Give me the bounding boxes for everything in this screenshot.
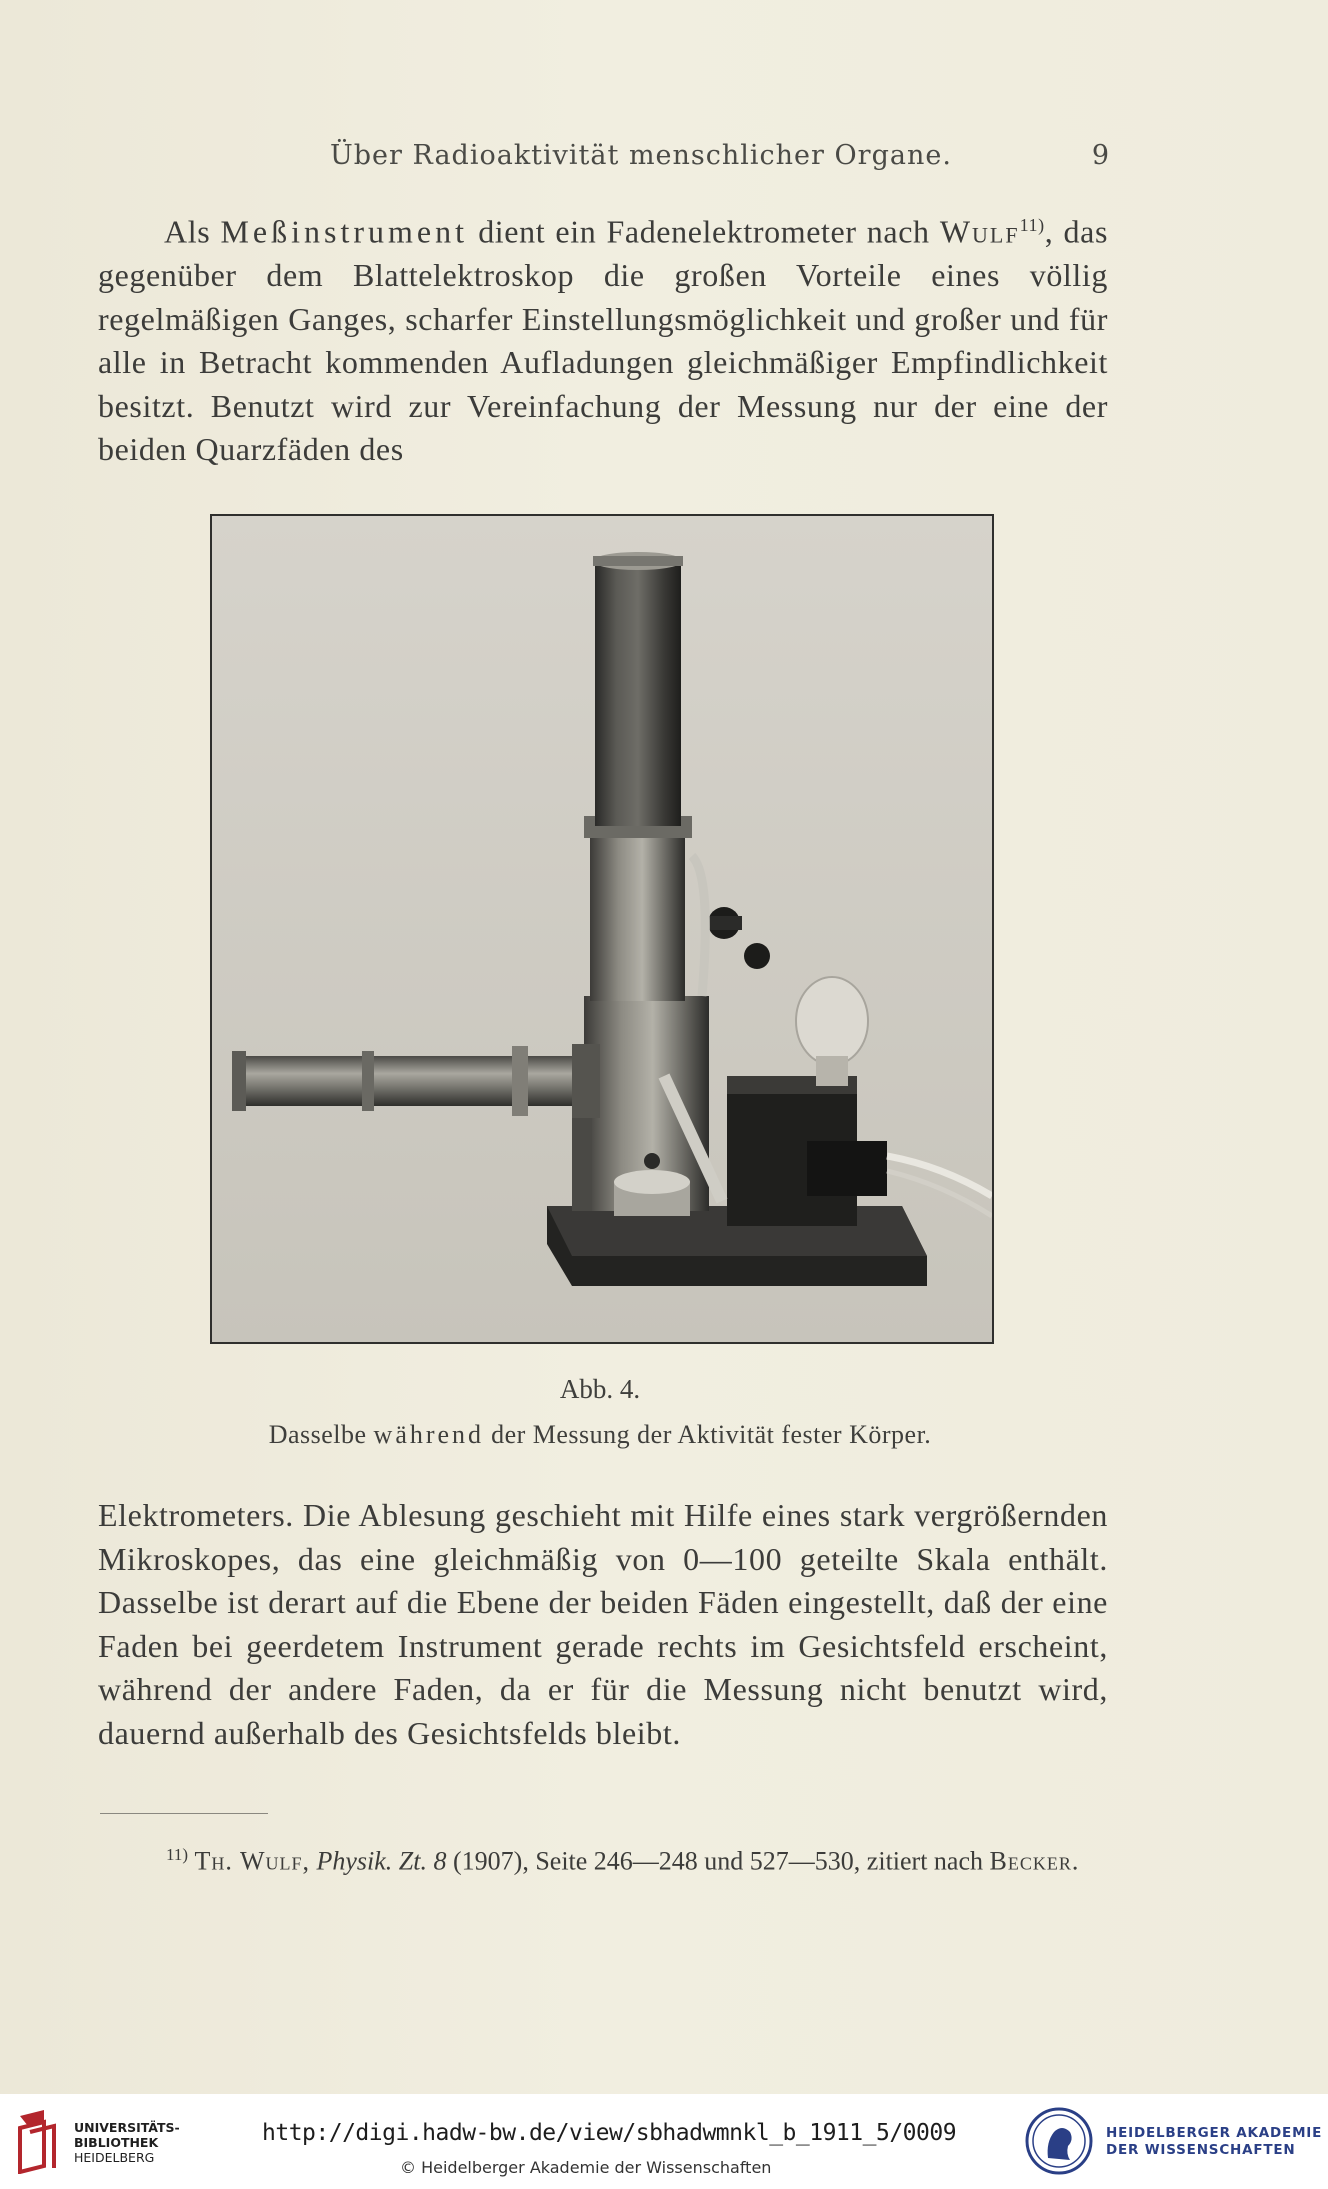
paragraph-1-text-c: dient ein Fadenelektrometer nach — [468, 213, 940, 250]
library-name-line-1: UNIVERSITÄTS- — [74, 2120, 180, 2135]
figure-electrometer-photo — [210, 514, 994, 1344]
page-number: 9 — [1091, 140, 1110, 171]
running-title: Über Radioaktivität menschlicher Organe. — [330, 140, 952, 171]
copyright-notice: © Heidelberger Akademie der Wissenschaften — [400, 2158, 772, 2177]
academy-name — [1106, 2125, 1322, 2159]
permalink-url[interactable]: http://digi.hadw-bw.de/view/sbhadwmnkl_b_1911_5/0009 — [262, 2120, 957, 2146]
university-library-name — [74, 2120, 180, 2165]
library-name-line-2: BIBLIOTHEK — [74, 2135, 159, 2150]
academy-name-line-2: DER WISSENSCHAFTEN — [1106, 2142, 1296, 2158]
paragraph-1-text-d: , das gegenüber dem Blattelektroskop die großen Vorteile eines völlig regelmäßigen Ganges, scharfer Einstellungsmöglichkeit und großer und für alle in Betracht kommenden Aufladungen gleichmäßiger Empfindlichkeit besitzt. Benutzt wird zur Vereinfachung der Messung nur der eine der beiden Quarzfäden des — [98, 213, 1108, 468]
footnote-reference: 11) — [1019, 215, 1045, 235]
paragraph-1-author: Wulf — [939, 213, 1020, 250]
electrometer-illustration — [212, 516, 992, 1342]
footnote-author: Th. Wulf, — [194, 1846, 310, 1876]
figure-caption — [0, 1420, 1200, 1450]
paragraph-1-text-a: Als — [164, 213, 221, 250]
footnote-text: (1907), Seite 246—248 und 527—530, zitiert nach — [446, 1846, 990, 1876]
academy-seal-icon — [1024, 2106, 1094, 2176]
footnote — [98, 1836, 1108, 1881]
paragraph-1-emphasis: Meßinstrument — [220, 213, 468, 250]
library-name-line-3: HEIDELBERG — [74, 2150, 155, 2165]
footnote-cited-author: Becker. — [989, 1846, 1080, 1876]
caption-text-c: der Messung der Aktivität fester Körper. — [484, 1420, 932, 1449]
paragraph-2: Elektrometers. Die Ablesung geschieht mit Hilfe eines stark vergrößernden Mikroskopes, das eine gleichmäßig von 0—100 geteilte Skala enthält. Dasselbe ist derart auf die Ebene der beiden Fäden eingestellt, daß der eine Faden bei geerdetem Instrument gerade rechts im Gesichtsfeld erscheint, während der andere Faden, da er für die Messung nicht benutzt wird, dauernd außerhalb des Gesichtsfelds bleibt. — [98, 1497, 1108, 1751]
footnote-marker: 11) — [166, 1845, 189, 1864]
running-head — [330, 140, 1110, 171]
caption-text-a: Dasselbe — [268, 1420, 374, 1449]
academy-name-line-1: HEIDELBERGER AKADEMIE — [1106, 2125, 1323, 2141]
footnote-divider — [100, 1813, 268, 1814]
footer-bar — [0, 2094, 1328, 2189]
university-library-logo-icon — [14, 2108, 60, 2174]
footnote-journal: Physik. Zt. 8 — [316, 1846, 447, 1876]
figure-label: Abb. 4. — [559, 1374, 641, 1404]
caption-emphasis: während — [373, 1420, 485, 1449]
paragraph-1 — [98, 204, 1108, 472]
